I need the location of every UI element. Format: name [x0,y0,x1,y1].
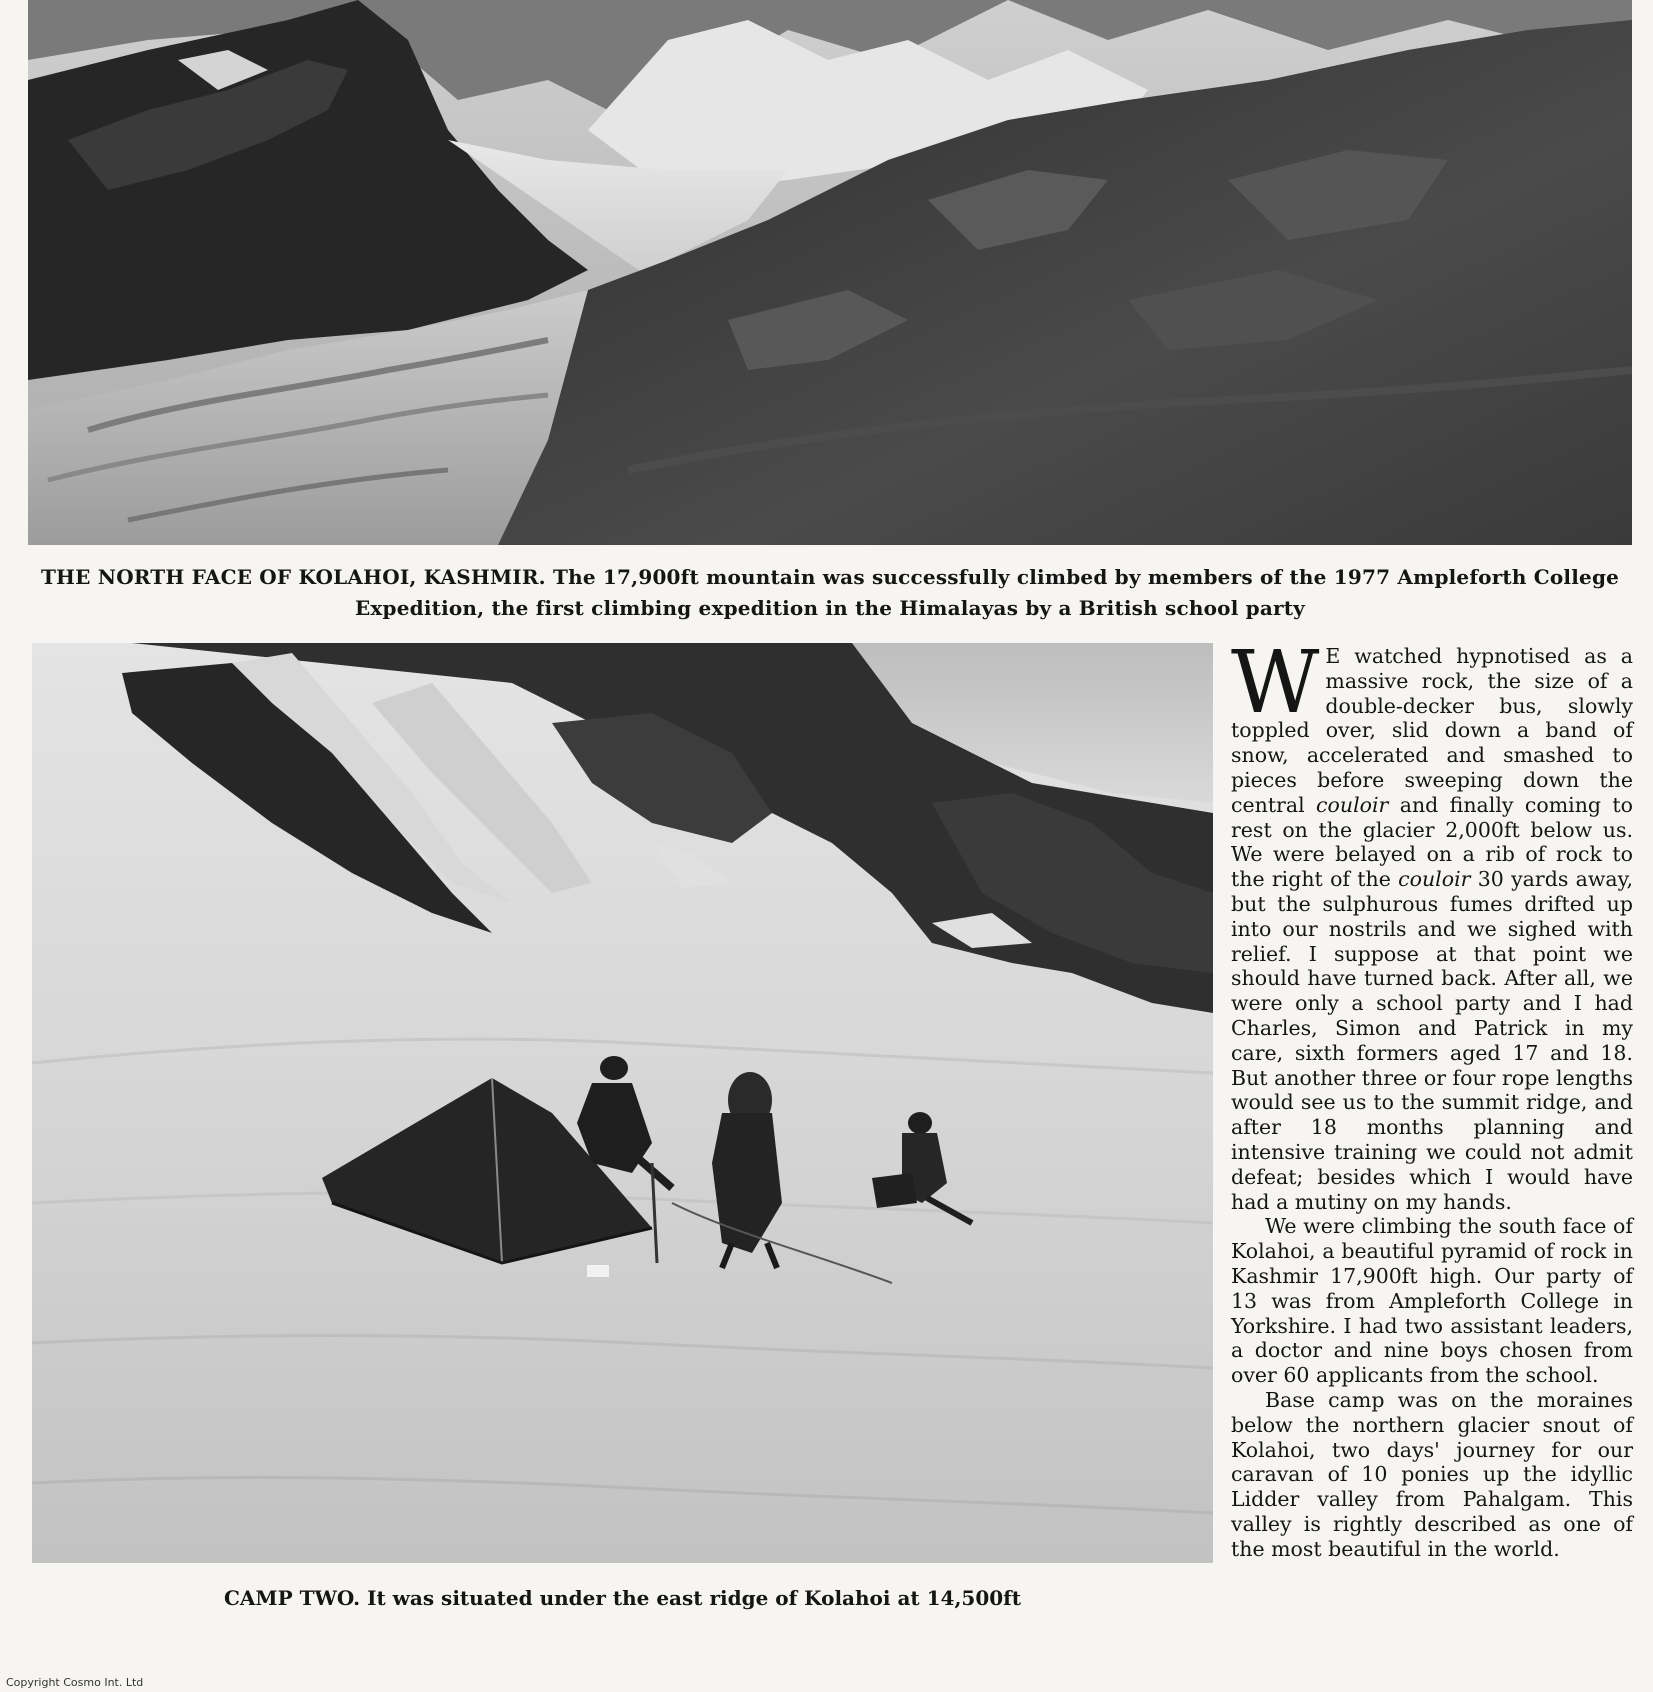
camp-two-caption-text: It was situated under the east ridge of Kolahoi at 14,500ft [360,1586,1021,1610]
article-paragraph-2: We were climbing the south face of Kolahoi, a beautiful pyramid of rock in Kashmir 17,900ft high. Our party of 13 was from Ampleforth College in Yorkshire. I had two assistant leaders, a doctor and nine boys chosen from over 60 applicants from the school. [1231,1214,1633,1388]
camp-two-photo [32,643,1213,1563]
article-paragraph-1 [1231,633,1634,1214]
article-p1-italic-1: couloir [1316,792,1389,817]
camp-two-caption-title: CAMP TWO. [224,1586,361,1610]
north-face-caption [28,562,1632,624]
north-face-caption-text: The 17,900ft mountain was successfully climbed by members of the 1977 Ampleforth College Expedition, the first climbing expedition in the Himalayas by a British school party [354,565,1620,620]
north-face-photo [28,0,1632,545]
article-p1-text-b: and finally coming to rest on the glacier 2,000ft below us. We were belayed on a rib of rock to the right of the [1231,792,1633,892]
camp-two-caption [32,1583,1213,1613]
camp-two-photo-drawing [32,643,1213,1563]
copyright-notice: Copyright Cosmo Int. Ltd [6,1676,144,1689]
article-p1-text-a: E watched hypnotised as a massive rock, the size of a double-decker bus, slowly toppled over, slid down a band of snow, accelerated and smashed to pieces before sweeping down the central [1231,644,1633,817]
article-body [1231,633,1634,1561]
article-p1-italic-2: couloir [1398,867,1471,892]
north-face-photo-drawing [28,0,1632,545]
article-paragraph-3: Base camp was on the moraines below the northern glacier snout of Kolahoi, two days' journey for our caravan of 10 ponies up the idyllic Lidder valley from Pahalgam. This valley is rightly described as one of the most beautiful in the world. [1231,1387,1633,1561]
north-face-caption-title: THE NORTH FACE OF KOLAHOI, KASHMIR. [40,565,546,589]
drop-cap: W [1231,633,1320,733]
article-p1-text-c: 30 yards away, but the sulphurous fumes drifted up into our nostrils and we sighed with relief. I suppose at that point we should have turned back. After all, we were only a school party and I had Charles, Simon and Patrick in my care, sixth formers aged 17 and 18. But another three or four rope lengths would see us to the summit ridge, and after 18 months planning and intensive training we could not admit defeat; besides which I would have had a mutiny on my hands. [1231,867,1634,1214]
